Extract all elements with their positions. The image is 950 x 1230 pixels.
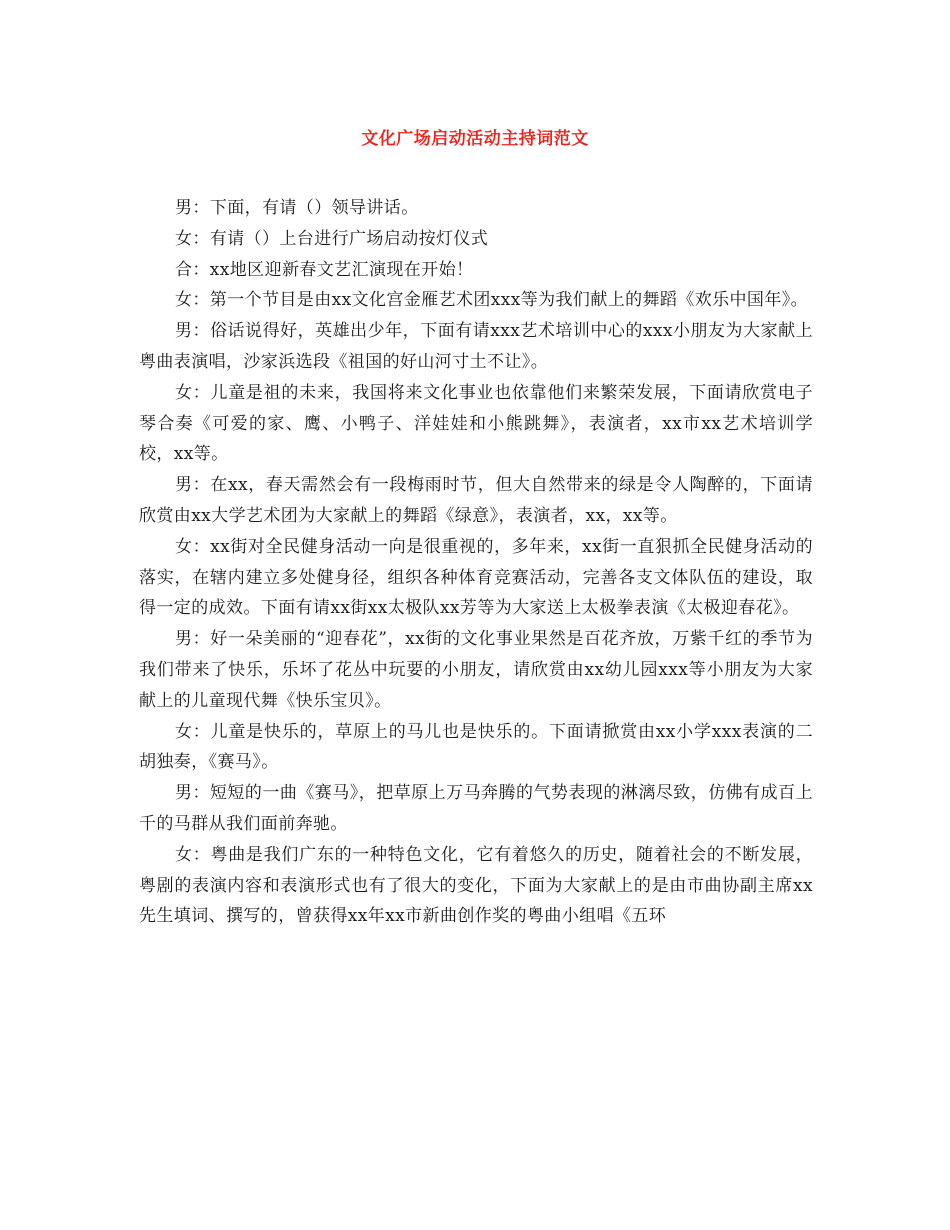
paragraph: 女：儿童是祖的未来，我国将来文化事业也依靠他们来繁荣发展，下面请欣赏电子琴合奏《可爱的家、鹰、小鸭子、洋娃娃和小熊跳舞》，表演者，xx市xx艺术培训学校，xx等。 — [139, 382, 813, 465]
paragraph: 男：短短的一曲《赛马》，把草原上万马奔腾的气势表现的淋漓尽致，仿佛有成百上千的马群从我们面前奔驰。 — [139, 783, 813, 834]
document-title: 文化广场启动活动主持词范文 — [361, 129, 589, 149]
paragraph: 女：粤曲是我们广东的一种特色文化，它有着悠久的历史，随着社会的不断发展，粤剧的表演内容和表演形式也有了很大的变化，下面为大家献上的是由市曲协副主席xx先生填词、撰写的，曾获得xx年xx市新曲创作奖的粤曲小组唱《五环 — [139, 844, 813, 927]
paragraph: 合：xx地区迎新春文艺汇演现在开始！ — [175, 259, 474, 280]
paragraph: 男：下面，有请（）领导讲话。 — [175, 198, 419, 218]
paragraph: 男：俗话说得好，英雄出少年，下面有请xxx艺术培训中心的xxx小朋友为大家献上粤曲表演唱，沙家浜选段《祖国的好山河寸土不让》。 — [139, 321, 813, 372]
paragraph: 女：有请（）上台进行广场启动按灯仪式 — [175, 228, 489, 249]
paragraph: 女：第一个节目是由xx文化宫金雁艺术团xxx等为我们献上的舞蹈《欢乐中国年》。 — [175, 290, 809, 311]
document-body — [139, 193, 813, 932]
paragraph: 女：儿童是快乐的，草原上的马儿也是快乐的。下面请掀赏由xx小学xxx表演的二胡独奏，《赛马》。 — [139, 721, 813, 773]
paragraph: 男：好一朵美丽的“迎春花”，xx街的文化事业果然是百花齐放，万紫千红的季节为我们带来了快乐，乐坏了花丛中玩要的小朋友，请欣赏由xx幼儿园xxx等小朋友为大家献上的儿童现代舞《快乐宝贝》。 — [139, 629, 813, 711]
paragraph: 男：在xx，春天需然会有一段梅雨时节，但大自然带来的绿是令人陶醉的，下面请欣赏由xx大学艺术团为大家献上的舞蹈《绿意》，表演者，xx，xx等。 — [139, 475, 813, 526]
paragraph: 女：xx街对全民健身活动一向是很重视的，多年来，xx街一直狠抓全民健身活动的落实，在辖内建立多处健身径，组织各种体育竞赛活动，完善各支文体队伍的建设，取得一定的成效。下面有请xx街xx太极队xx芳等为大家送上太极拳表演《太极迎春花》。 — [139, 536, 813, 619]
